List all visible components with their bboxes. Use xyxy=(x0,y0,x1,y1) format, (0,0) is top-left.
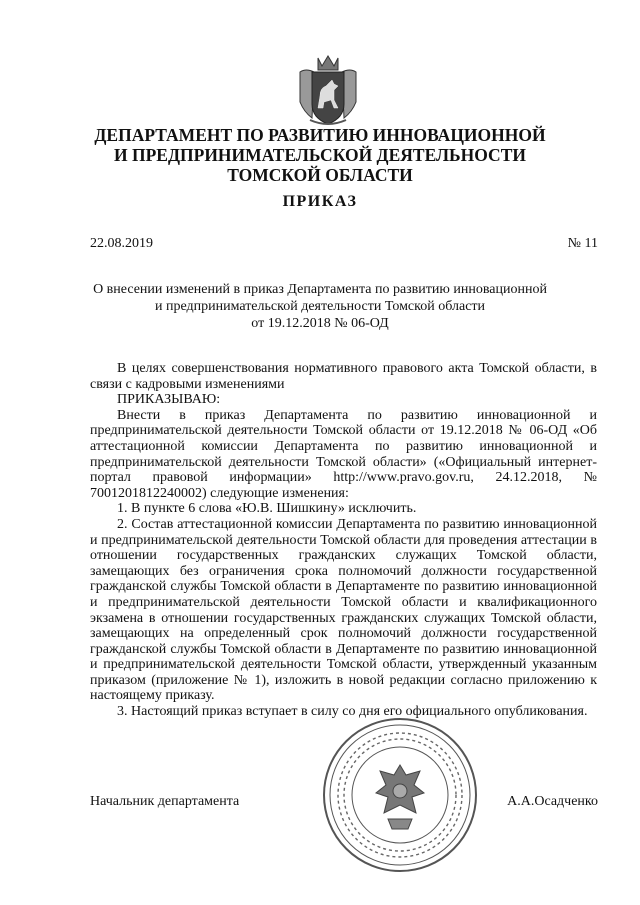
header-line-3: ТОМСКОЙ ОБЛАСТИ xyxy=(227,165,413,185)
department-header xyxy=(60,125,580,185)
signatory-name: А.А.Осадченко xyxy=(507,794,598,809)
order-number: № 11 xyxy=(567,236,598,251)
coat-of-arms-icon xyxy=(296,52,360,128)
clause-2: 2. Состав аттестационной комиссии Департамента по развитию инновационной и предпринимательской деятельности Томской области для проведения аттестации в отношении государственных гражданских служащих Томской области, замещающих без ограничения срока полномочий должности государственной гражданской службы Томской области в Департаменте по развитию инновационной и предпринимательской деятельности Томской области и квалификационного экзамена в отношении государственных гражданских служащих Томской области, замещающих на определенный срок полномочий должности государственной гражданской службы Томской области в Департаменте по развитию инновационной и предпринимательской деятельности Томской области, утвержденный указанным приказом (приложение № 1), изложить в новой редакции согласно приложению к настоящему приказу. xyxy=(90,516,597,704)
official-seal-icon xyxy=(320,715,480,875)
clause-1: 1. В пункте 6 слова «Ю.В. Шишкину» исключить. xyxy=(117,501,417,517)
subject-line-2: и предпринимательской деятельности Томской области xyxy=(154,299,486,314)
clause-3: 3. Настоящий приказ вступает в силу со дня его официального опубликования. xyxy=(117,704,588,720)
signatory-position: Начальник департамента xyxy=(90,794,240,809)
preamble-paragraph: В целях совершенствования нормативного правового акта Томской области, в связи с кадровыми изменениями xyxy=(90,361,597,392)
header-line-2: И ПРЕДПРИНИМАТЕЛЬСКОЙ ДЕЯТЕЛЬНОСТИ xyxy=(114,145,526,165)
order-date: 22.08.2019 xyxy=(90,236,153,251)
subject-line-1: О внесении изменений в приказ Департамента по развитию инновационной xyxy=(93,282,547,297)
subject-line-3: от 19.12.2018 № 06-ОД xyxy=(251,316,389,331)
order-body xyxy=(90,361,597,720)
order-keyword: ПРИКАЗЫВАЮ: xyxy=(117,392,221,408)
amendment-paragraph: Внести в приказ Департамента по развитию инновационной и предпринимательской деятельности Томской области от 19.12.2018 № 06-ОД «Об аттестационной комиссии Департамента по развитию инновационной и предпринимательской деятельности Томской области» («Официальный интернет-портал правовой информации» http://www.pravo.gov.ru, 24.12.2018, № 7001201812240002) следующие изменения: xyxy=(90,407,597,501)
header-line-1: ДЕПАРТАМЕНТ ПО РАЗВИТИЮ ИННОВАЦИОННОЙ xyxy=(94,125,546,145)
document-title: ПРИКАЗ xyxy=(282,193,358,210)
order-subject xyxy=(70,281,570,332)
